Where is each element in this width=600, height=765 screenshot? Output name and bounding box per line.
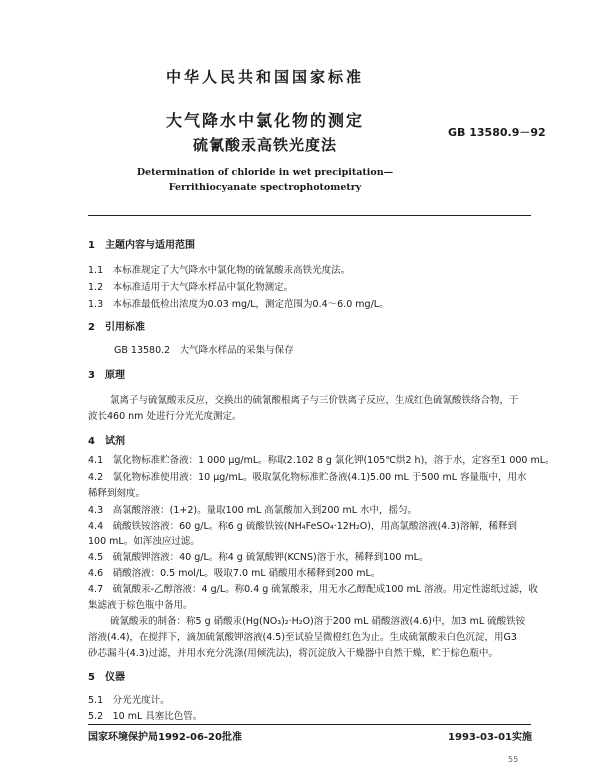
reference-standard: GB 13580.2 大气降水样品的采集与保存 bbox=[114, 345, 294, 356]
clause-4-4: 4.4 硫酸铁铵溶液：60 g/L。称6 g 硫酸铁铵(NH₄FeSO₄·12H₂O)，用高氯酸溶液(4.3)溶解，稀释到 bbox=[88, 521, 517, 532]
clause-5-2: 5.2 10 mL 具塞比色管。 bbox=[88, 711, 203, 722]
section-5-heading: 5 仪器 bbox=[88, 672, 125, 683]
clause-4-4-cont: 100 mL。如浑浊应过滤。 bbox=[88, 536, 200, 547]
clause-1-3: 1.3 本标准最低检出浓度为0.03 mg/L，测定范围为0.4～6.0 mg/L。 bbox=[88, 299, 389, 310]
preparation-line1: 硫氰酸汞的制备：称5 g 硝酸汞(Hg(NO₃)₂·H₂O)溶于200 mL 硝酸溶液(4.6)中，加3 mL 硫酸铁铵 bbox=[110, 616, 526, 627]
clause-4-2-cont: 稀释到刻度。 bbox=[88, 488, 146, 499]
effective-date: 1993-03-01实施 bbox=[448, 732, 532, 743]
clause-5-1: 5.1 分光光度计。 bbox=[88, 695, 170, 706]
clause-4-5: 4.5 硫氰酸钾溶液：40 g/L。称4 g 硫氰酸钾(KCNS)溶于水，稀释到100 mL。 bbox=[88, 552, 429, 563]
principle-line2: 波长460 nm 处进行分光光度测定。 bbox=[88, 411, 242, 422]
page-number: 55 bbox=[508, 755, 519, 764]
section-2-heading: 2 引用标准 bbox=[88, 322, 145, 333]
clause-4-7: 4.7 硫氰酸汞-乙醇溶液：4 g/L。称0.4 g 硫氰酸汞，用无水乙醇配成100 mL 溶液。用定性滤纸过滤，收 bbox=[88, 584, 539, 595]
national-standard-label: 中华人民共和国国家标准 bbox=[165, 68, 364, 86]
section-3-heading: 3 原理 bbox=[88, 370, 125, 381]
clause-4-3: 4.3 高氯酸溶液：(1+2)。量取100 mL 高氯酸加入到200 mL 水中，摇匀。 bbox=[88, 505, 418, 516]
principle-line1: 氯离子与硫氰酸汞反应，交换出的硫氰酸根离子与三价铁离子反应，生成红色硫氰酸铁络合物，于 bbox=[110, 395, 519, 406]
preparation-line2: 溶液(4.4)，在搅拌下，滴加硫氰酸钾溶液(4.5)至试验呈微橙红色为止。生成硫氰酸汞白色沉淀，用G3 bbox=[88, 632, 517, 643]
section-4-heading: 4 试剂 bbox=[88, 436, 125, 447]
english-title-line2: Ferrithiocyanate spectrophotometry bbox=[168, 182, 362, 193]
approval-date: 国家环境保护局1992-06-20批准 bbox=[88, 732, 242, 743]
clause-4-6: 4.6 硝酸溶液：0.5 mol/L。吸取7.0 mL 硝酸用水稀释到200 mL。 bbox=[88, 568, 381, 579]
english-title-line1: Determination of chloride in wet precipitation— bbox=[136, 167, 394, 178]
header-divider bbox=[88, 215, 531, 216]
clause-4-2: 4.2 氯化物标准使用液：10 μg/mL。吸取氯化物标准贮备液(4.1)5.00 mL 于500 mL 容量瓶中，用水 bbox=[88, 472, 527, 483]
clause-4-1: 4.1 氯化物标准贮备液：1 000 μg/mL。称取2.102 8 g 氯化钾(105℃烘2 h)，溶于水，定容至1 000 mL。 bbox=[88, 455, 555, 466]
clause-1-1: 1.1 本标准规定了大气降水中氯化物的硫氰酸汞高铁光度法。 bbox=[88, 265, 351, 276]
standard-number: GB 13580.9－92 bbox=[448, 126, 546, 139]
preparation-line3: 砂芯漏斗(4.3)过滤，并用水充分洗涤(用倾洗法)，将沉淀放入干燥器中自然干燥，贮于棕色瓶中。 bbox=[88, 648, 498, 659]
footer-divider bbox=[88, 724, 531, 725]
clause-4-7-cont: 集滤液于棕色瓶中备用。 bbox=[88, 600, 193, 611]
section-1-heading: 1 主题内容与适用范围 bbox=[88, 240, 195, 251]
clause-1-2: 1.2 本标准适用于大气降水样品中氯化物测定。 bbox=[88, 282, 294, 293]
document-title-line1: 大气降水中氯化物的测定 bbox=[165, 111, 364, 130]
document-title-line2: 硫氰酸汞高铁光度法 bbox=[192, 136, 337, 154]
